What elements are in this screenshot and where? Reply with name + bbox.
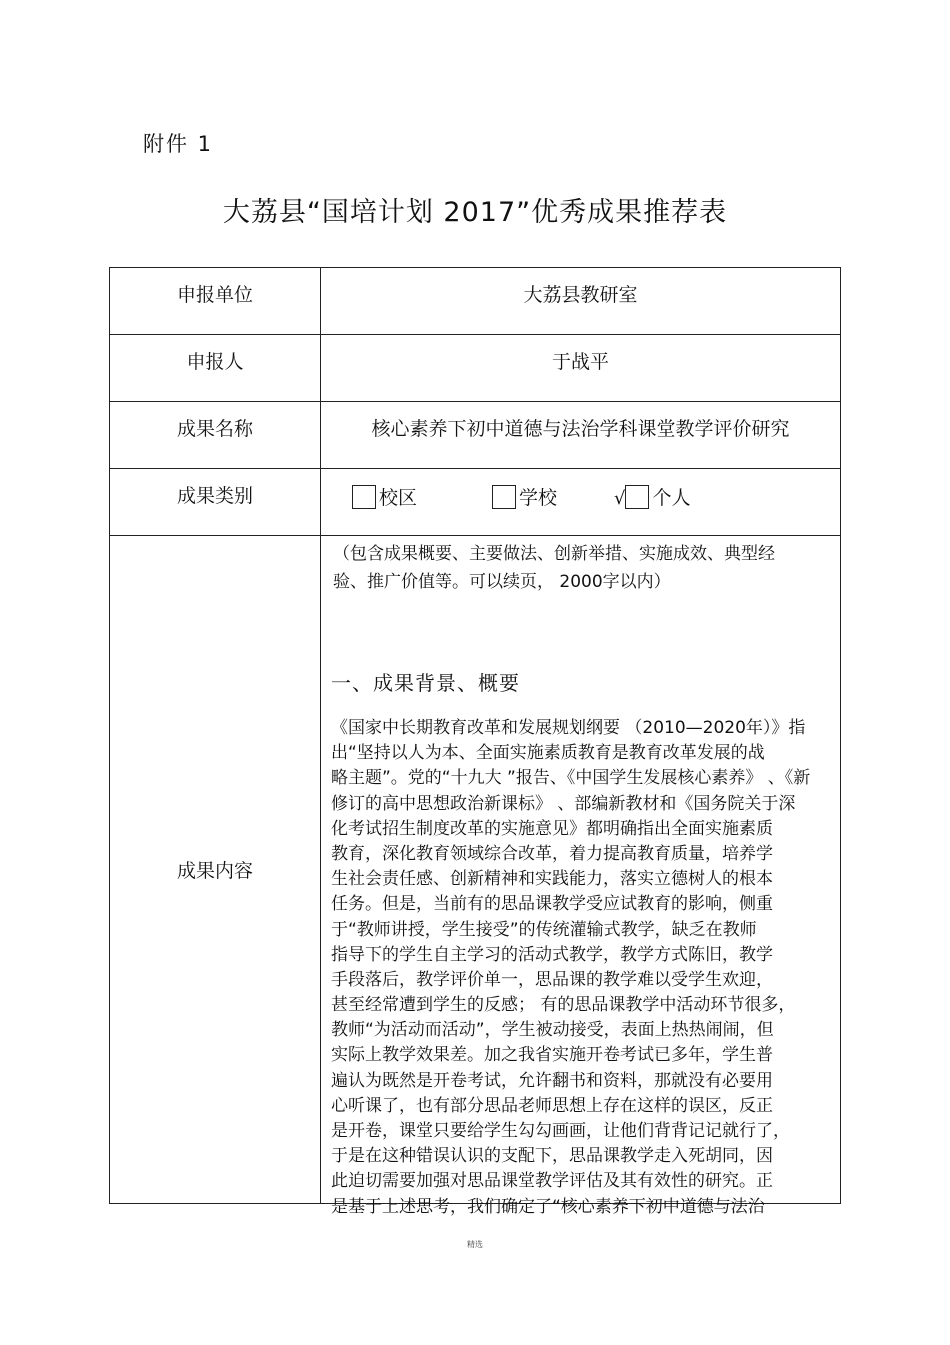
body-line: 是开卷，课堂只要给学生勾勾画画，让他们背背记记就行了， xyxy=(331,1121,790,1141)
body-line: 此迫切需要加强对思品课堂教学评估及其有效性的研究。正 xyxy=(331,1171,773,1192)
document-title: 大荔县“国培计划 2017”优秀成果推荐表 xyxy=(222,197,728,228)
body-line: 出“坚持以人为本、全面实施素质教育是教育改革发展的战 xyxy=(331,743,765,764)
body-line: 心听课了，也有部分思品老师思想上存在这样的误区，反正 xyxy=(331,1095,773,1116)
recommendation-form-table xyxy=(109,267,841,1217)
body-line: 《国家中长期教育改革和发展规划纲要 （2010—2020年）》指 xyxy=(331,718,806,738)
category-option-campus-label: 校区 xyxy=(379,487,418,509)
applicant-unit-value: 大荔县教研室 xyxy=(321,268,841,335)
achievement-name-label: 成果名称 xyxy=(110,402,321,469)
content-instruction-note xyxy=(333,540,803,596)
section-heading: 一、成果背景、概要 xyxy=(331,671,520,695)
applicant-value: 于战平 xyxy=(321,335,841,402)
row-achievement-category xyxy=(110,469,841,536)
category-option-individual-label: 个人 xyxy=(652,487,691,509)
body-line: 实际上教学效果差。加之我省实施开卷考试已多年，学生普 xyxy=(331,1045,773,1066)
category-option-individual[interactable] xyxy=(614,483,691,510)
achievement-content-cell xyxy=(321,536,841,1217)
category-option-school[interactable] xyxy=(492,483,557,510)
checkbox-school[interactable] xyxy=(492,485,516,509)
achievement-category-label: 成果类别 xyxy=(110,469,321,536)
achievement-category-options xyxy=(321,469,841,536)
applicant-unit-label: 申报单位 xyxy=(110,268,321,335)
body-line: 甚至经常遭到学生的反感； 有的思品课教学中活动环节很多， xyxy=(331,995,796,1016)
body-line: 任务。但是，当前有的思品课教学受应试教育的影响，侧重 xyxy=(331,894,773,915)
body-line: 于“教师讲授，学生接受”的传统灌输式教学，缺乏在教师 xyxy=(331,919,757,940)
note-line: 验、推广价值等。可以续页， 2000字以内） xyxy=(333,572,671,592)
body-line: 于是在这种错误认识的支配下，思品课教学走入死胡同，因 xyxy=(331,1146,773,1167)
body-line: 遍认为既然是开卷考试，允许翻书和资料，那就没有必要用 xyxy=(331,1070,773,1091)
checkbox-campus[interactable] xyxy=(352,485,376,509)
row-applicant-unit xyxy=(110,268,841,335)
row-applicant xyxy=(110,335,841,402)
attachment-label: 附件 1 xyxy=(143,132,214,156)
body-line: 化考试招生制度改革的实施意见》都明确指出全面实施素质 xyxy=(331,818,773,839)
check-mark-icon: √ xyxy=(614,488,626,509)
row-achievement-content xyxy=(110,536,841,1204)
achievement-content-label: 成果内容 xyxy=(110,536,321,1204)
body-line: 教师“为活动而活动”，学生被动接受，表面上热热闹闹，但 xyxy=(331,1020,774,1041)
content-body xyxy=(331,716,836,1220)
checkbox-individual[interactable] xyxy=(625,485,649,509)
applicant-label: 申报人 xyxy=(110,335,321,402)
body-line: 略主题”。党的“十九大 ”报告、《中国学生发展核心素养》 、《新 xyxy=(331,768,811,789)
achievement-name-value: 核心素养下初中道德与法治学科课堂教学评价研究 xyxy=(321,402,841,469)
category-option-campus[interactable] xyxy=(352,483,417,510)
note-line: （包含成果概要、主要做法、创新举措、实施成效、典型经 xyxy=(333,544,775,564)
body-line: 教育，深化教育领域综合改革，着力提高教育质量，培养学 xyxy=(331,843,773,864)
body-line: 指导下的学生自主学习的活动式教学，教学方式陈旧，教学 xyxy=(331,944,773,965)
page-footer: 精选 xyxy=(467,1240,483,1249)
body-line: 生社会责任感、创新精神和实践能力，落实立德树人的根本 xyxy=(331,869,773,890)
category-option-school-label: 学校 xyxy=(519,487,558,509)
row-achievement-name xyxy=(110,402,841,469)
body-line: 手段落后，教学评价单一，思品课的教学难以受学生欢迎， xyxy=(331,969,773,990)
body-line: 是基于上述思考，我们确定了“核心素养下初中道德与法治 xyxy=(331,1196,765,1217)
body-line: 修订的高中思想政治新课标》 、部编新教材和《国务院关于深 xyxy=(331,793,796,814)
